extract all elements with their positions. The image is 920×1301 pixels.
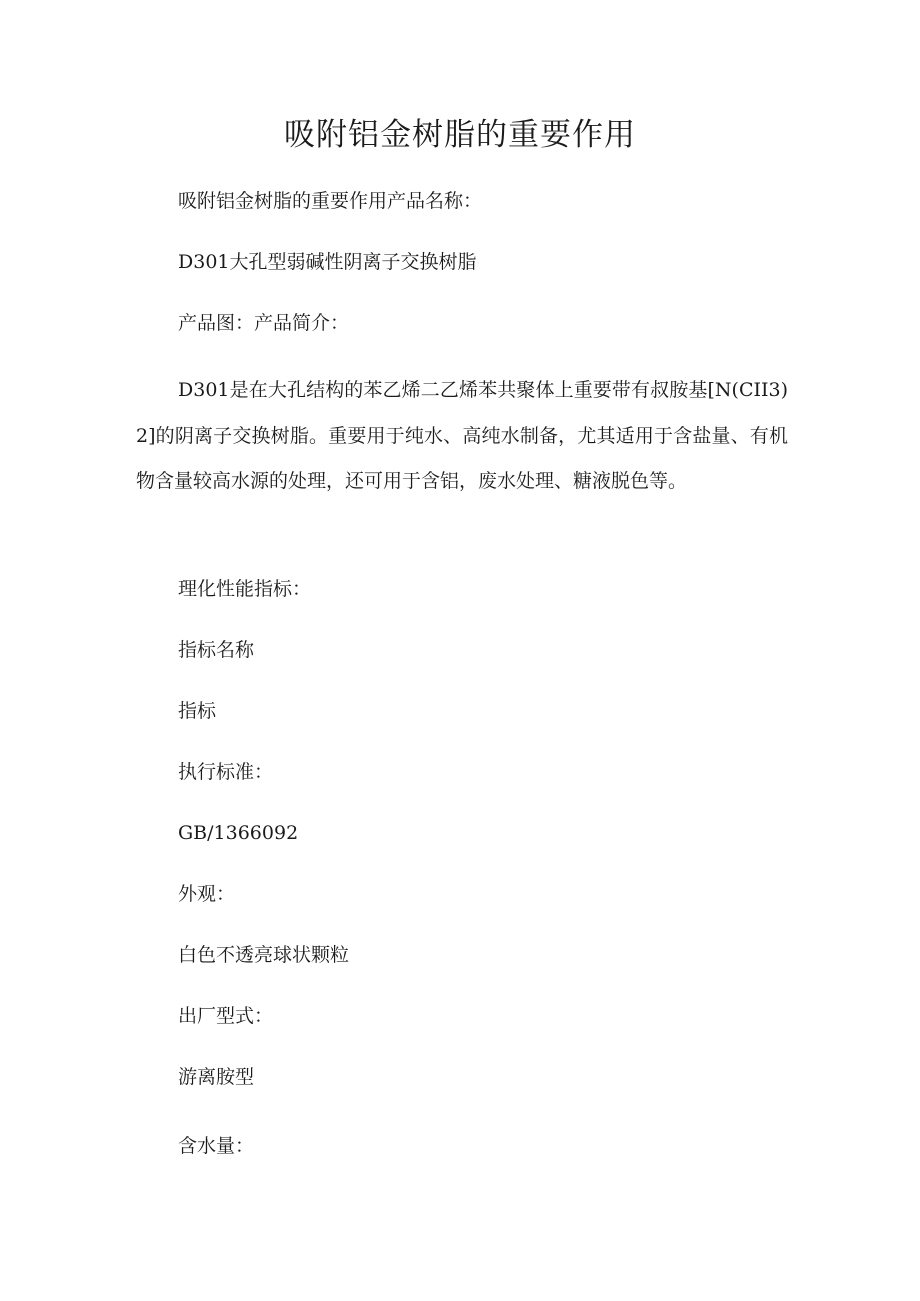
spec-line: GB/1366092 (178, 822, 299, 844)
spec-line: 指标名称 (178, 639, 255, 661)
spec-line: 白色不透亮球状颗粒 (178, 944, 350, 966)
spec-line: 外观： (178, 883, 236, 905)
spec-line: 执行标准： (178, 761, 274, 783)
spec-line: 指标 (178, 700, 217, 722)
product-name-label: 吸附铝金树脂的重要作用产品名称： (178, 190, 483, 212)
document-title: 吸附铝金树脂的重要作用 (284, 117, 636, 153)
spec-line: 含水量： (178, 1135, 255, 1157)
product-name-value: D301大孔型弱碱性阴离子交换树脂 (178, 251, 477, 273)
specs-heading: 理化性能指标： (178, 578, 312, 600)
product-image-intro-label: 产品图：产品简介： (178, 312, 350, 334)
spec-line: 出厂型式： (178, 1005, 274, 1027)
intro-paragraph: D301是在大孔结构的苯乙烯二乙烯苯共聚体上重要带有叔胺基[N(CII3)2]的阴离子交换树脂。重要用于纯水、高纯水制备，尤其适用于含盐量、有机物含量较高水源的处理，还可用于含铝，废水处理、糖液脱色等。 (136, 379, 788, 492)
spec-line: 游离胺型 (178, 1066, 255, 1088)
